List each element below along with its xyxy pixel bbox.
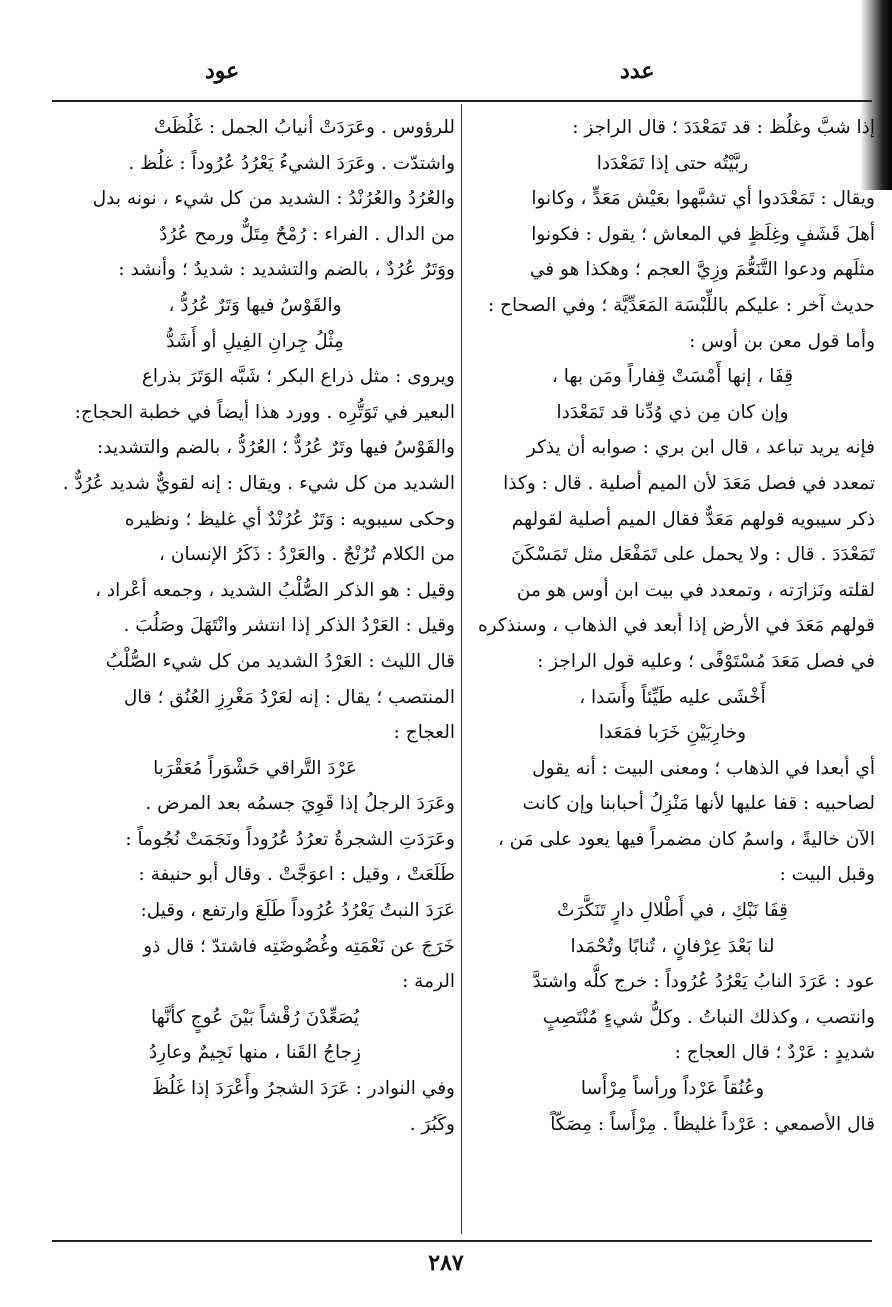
verse-line: لنا بَعْدَ عِرْفانٍ ، تُنابًا وتُحْمَدا xyxy=(570,935,775,957)
verse-line: عَرْدَ التَّراقي حَشْوَراً مُعَقْرَبا xyxy=(153,757,357,779)
text-line: في فصل مَعَدَ مُسْتَوْفًى ؛ وعليه قول الراجز : xyxy=(537,650,875,672)
text-line: لقلته ونَزارَته ، وتمعدد في بيت ابن أوس هو من xyxy=(516,579,875,601)
verse-line: مِثْلُ جِرانِ الفِيلِ أو أَشَدُّ xyxy=(166,330,344,352)
verse-line: ربَّيْتُه حتى إذا تَمَعْدَدا xyxy=(596,152,749,174)
text-line: من الدال . الفراء : رُمْحٌ مِتَلٌّ ورمح عُرُدٌ xyxy=(159,223,455,245)
verse-line: وإن كان مِن ذي وُدِّنا قد تَمَعْدَدا xyxy=(556,401,789,423)
text-line: وانتصب ، وكذلك النباتُ . وكلُّ شيءٍ مُنْتَصِبٍ xyxy=(542,1006,875,1028)
text-line: العجاج : xyxy=(393,722,455,744)
text-line: وقبل البيت : xyxy=(779,864,875,886)
verse-line: زِجاجُ القَنا ، منها نَجِيمٌ وعارِدُ xyxy=(148,1042,362,1064)
text-line: وقيل : العَرْدُ الذكر إذا انتشر وانْتَهَلَ وصَلُبَ . xyxy=(123,615,455,637)
text-line: حديث آخر : عليكم باللِّبْسَة المَعَدِّيَّة ؛ وفي الصحاح : xyxy=(487,294,875,316)
text-line: أي أبعدا في الذهاب ؛ ومعنى البيت : أنه يقول xyxy=(532,757,875,779)
text-line: تمعدد في فصل مَعَدَ لأن الميم أصلية . قال : وكذا xyxy=(503,472,875,494)
text-line: شديدٍ : عَرْدٌ ؛ قال العجاج : xyxy=(674,1042,875,1064)
verse-line: وعُنُقاً عَرْداً ورأساً مِرْأَسا xyxy=(580,1078,765,1100)
text-line: طَلَعَتْ ، وقيل : اعوَجَّتْ . وقال أبو حنيفة : xyxy=(138,864,455,886)
text-line: وفي النوادر : عَرَدَ الشجرُ وأَعْرَدَ إذا غَلُظَ xyxy=(151,1078,455,1100)
text-line: ذكر سيبويه قولهم مَعَدٌّ فقال الميم أصلية لقولهم xyxy=(511,508,875,530)
text-line: والعُرُدُ والعُرُنْدُ : الشديد من كل شيء ، نونه بدل xyxy=(92,188,455,210)
text-line: قال الأصمعي : عَرْداً غليظاً . مِرْأَساً : مِصَكّاً xyxy=(550,1113,875,1135)
top-rule xyxy=(52,100,872,102)
text-line: أهلَ قَشَفٍ وغِلَظٍ في المعاش ؛ يقول : فكونوا xyxy=(531,223,875,245)
text-line: قولهم مَعَدَ في الأرض إذا أبعد في الذهاب ، وسنذكره xyxy=(477,615,875,637)
text-line: للرؤوس . وعَرَدَتْ أنيابُ الجمل : غَلُظَتْ xyxy=(153,117,455,138)
verse-line: يُصَعِّدْنَ رُقْشاً بَيْنَ عُوجٍ كأنَّها xyxy=(151,1006,359,1028)
header-right-word: عدد xyxy=(620,58,655,84)
verse-line: قِفَا ، إنها أَمْسَتْ قِفاراً ومَن بها ، xyxy=(551,366,794,388)
text-line: مثلَهم ودعوا التَّنَعُّمَ وزِيَّ العجم ؛ وهكذا هو في xyxy=(529,259,875,281)
text-line: والقَوْسُ فيها وتَرٌ عُرُدٌّ ؛ العُرُدُّ ، بالضم والتشديد: xyxy=(97,437,455,459)
text-line: ويروى : مثل ذراع البكر ؛ شَبَّه الوَتَرَ بذراع xyxy=(141,366,455,388)
text-line: فإنه يريد تباعد ، قال ابن بري : صوابه أن يذكر xyxy=(526,437,875,459)
text-line: خَرَجَ عن نَعْمَتِه وغُضُوضَتِه فاشتدّ ؛ قال ذو xyxy=(143,935,455,957)
text-line: عود : عَرَدَ النابُ يَعْرُدُ عُرُوداً : خرج كلُّه واشتدَّ xyxy=(532,971,875,993)
bottom-rule xyxy=(52,1240,872,1242)
column-divider xyxy=(461,104,462,1234)
text-line: من الكلام تُرُنْجٌ . والعَرْدُ : ذَكَرُ الإنسان ، xyxy=(159,544,455,566)
text-line: تَمَعْدَدَ . قال : ولا يحمل على تَمَفْعَل مثل تَمَسْكَنَ xyxy=(511,544,875,566)
text-line: لصاحبيه : قفا عليها لأنها مَنْزِلُ أحبابنا وإن كانت xyxy=(522,793,875,815)
left-column xyxy=(55,110,455,1232)
text-line: وأما قول معن بن أوس : xyxy=(689,330,875,352)
verse-line: أَخْشَى عليه طَيِّئاً وأَسَدا ، xyxy=(579,686,766,708)
text-line: المنتصب ؛ يقال : إنه لعَرْدُ مَغْرِزِ العُنُق ؛ قال xyxy=(123,686,455,708)
verse-line: وخارِبَيْنِ خَرَبا فمَعَدا xyxy=(598,722,747,744)
verse-line: والقَوْسُ فيها وَتَرٌ عُرُدُّ ، xyxy=(168,294,342,316)
text-line: الآن خاليةً ، واسمُ كان مضمراً فيها يعود على مَن ، xyxy=(497,828,875,850)
text-line: وعَرَدَ الرجلُ إذا قَوِيَ جسمُه بعد المرض . xyxy=(145,793,455,815)
text-line: عَرَدَ النبتُ يَعْرُدُ عُرُوداً طَلَعَ وارتفع ، وقيل: xyxy=(140,900,455,922)
verse-line: قِفَا نَبْكِ ، في أَطْلالِ دارٍ تَنَكَّرَتْ xyxy=(557,900,788,922)
page-header xyxy=(0,58,892,92)
text-line: وقيل : هو الذكر الصُّلْبُ الشديد ، وجمعه أعْراد ، xyxy=(95,579,455,601)
page-number: ٢٨٧ xyxy=(428,1250,464,1276)
right-column xyxy=(470,110,875,1232)
text-line: إذا شبَّ وغلُظ : قد تَمَعْدَدَ ؛ قال الراجز : xyxy=(572,117,875,138)
text-line: وحكى سيبويه : وَتَرٌ عُرُنْدٌ أي غليظ ؛ ونظيره xyxy=(124,508,455,530)
header-left-word: عود xyxy=(205,58,240,84)
text-line: قال الليث : العَرْدُ الشديد من كل شيء الصُّلْبُ xyxy=(105,650,455,672)
text-line: الشديد من كل شيء . ويقال : إنه لقويٌّ شديد عُرُدٌّ . xyxy=(62,472,455,494)
text-line: وعَرَدَتِ الشجرةُ تعرُدُ عُرُوداً ونَجَمَتْ نُجُوماً : xyxy=(125,828,455,850)
text-line: وكَبُرَ . xyxy=(409,1113,455,1135)
text-line: الرمة : xyxy=(402,971,455,993)
text-line: واشتدّت . وعَرَدَ الشيءُ يَعْرُدُ عُرُوداً : غلُظ . xyxy=(128,152,455,174)
text-line: ووَتَرٌ عُرُدٌ ، بالضم والتشديد : شديدٌ ؛ وأنشد : xyxy=(118,259,455,281)
text-line: ويقال : تَمَعْدَدوا أي تشبَّهوا بعَيْش مَعَدٍّ ، وكانوا xyxy=(531,188,875,210)
text-line: البعير في تَوَتُّرِه . وورد هذا أيضاً في خطبة الحجاج: xyxy=(74,401,455,423)
